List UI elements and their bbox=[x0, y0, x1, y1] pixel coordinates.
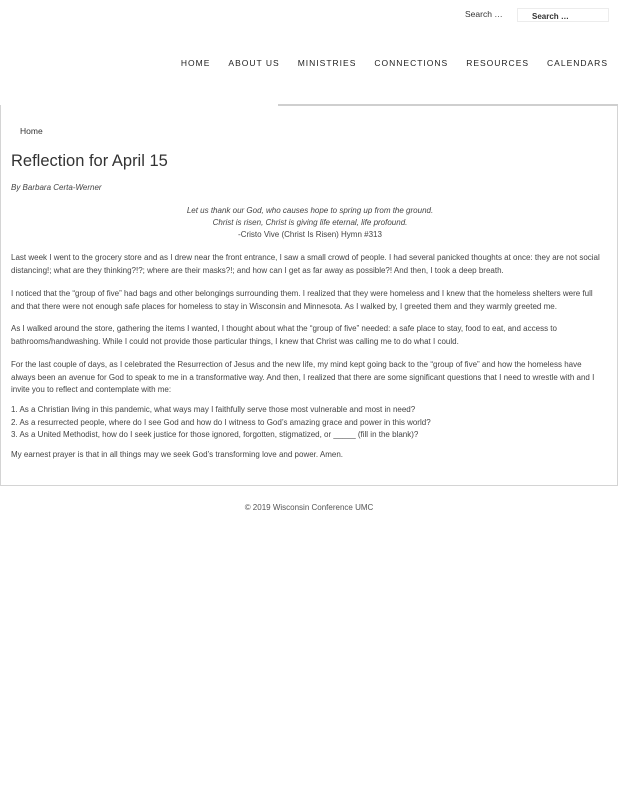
top-divider bbox=[278, 104, 618, 106]
main-nav bbox=[181, 58, 608, 70]
page-title: Reflection for April 15 bbox=[11, 152, 168, 170]
list-item: 2. As a resurrected people, where do I see God and how do I witness to God’s amazing grace and power in this world? bbox=[11, 417, 431, 427]
paragraph: I noticed that the “group of five” had bags and other belongings surrounding them. I realized that they were homeless and I knew that the homeless shelters were full and that there were not enough safe places for homeless to stay in Wisconsin and Minnesota. As I walked by, I greeted them and they warmly greeted me. bbox=[11, 289, 593, 311]
quote-line: Let us thank our God, who causes hope to spring up from the ground. bbox=[186, 206, 434, 215]
byline: By Barbara Certa-Werner bbox=[11, 183, 102, 192]
hymn-quote bbox=[1, 205, 618, 242]
nav-item-connections[interactable]: CONNECTIONS bbox=[374, 58, 449, 68]
quote-line: Christ is risen, Christ is giving life eternal, life profound. bbox=[212, 218, 408, 228]
question-list bbox=[11, 404, 607, 442]
search-input[interactable] bbox=[517, 8, 609, 22]
breadcrumb-home[interactable]: Home bbox=[20, 126, 43, 136]
search-label: Search … bbox=[465, 9, 503, 19]
nav-item-home[interactable]: HOME bbox=[180, 58, 211, 68]
article-container bbox=[0, 105, 618, 486]
paragraph: Last week I went to the grocery store and as I drew near the front entrance, I saw a small crowd of people. I had several panicked thoughts at once: they are not social distancing!; what are they thinking?!?; where are their masks?!; and how can I get as far away as possible?! And then, I took a deep breath. bbox=[11, 253, 600, 275]
quote-attribution: -Cristo Vive (Christ Is Risen) Hymn #313 bbox=[238, 230, 382, 240]
list-item: 3. As a United Methodist, how do I seek justice for those ignored, forgotten, stigmatized, or _____ (fill in the blank)? bbox=[11, 430, 419, 439]
header-search bbox=[465, 8, 610, 22]
nav-item-calendars[interactable]: CALENDARS bbox=[547, 58, 608, 68]
nav-item-about-us[interactable]: ABOUT US bbox=[228, 58, 280, 68]
nav-item-resources[interactable]: RESOURCES bbox=[466, 58, 530, 68]
footer-copyright: © 2019 Wisconsin Conference UMC bbox=[244, 503, 374, 512]
list-item: 1. As a Christian living in this pandemic, what ways may I faithfully serve those most vulnerable and most in need? bbox=[11, 405, 416, 414]
paragraph: As I walked around the store, gathering the items I wanted, I thought about what the “group of five” needed: a safe place to stay, food to eat, and access to bathrooms/handwashing. While I could not provide those particular things, I knew that Christ was calling me to do what I could. bbox=[11, 324, 557, 346]
nav-item-ministries[interactable]: MINISTRIES bbox=[297, 58, 357, 68]
paragraph: For the last couple of days, as I celebrated the Resurrection of Jesus and the new life, my mind kept going back to the “group of five” and how the homeless have always been an avenue for God to speak to me in a transformative way. And then, I realized that there are some significant questions that I need to wrestle with and I invite you to reflect and contemplate with me: bbox=[11, 360, 595, 394]
closing-paragraph: My earnest prayer is that in all things may we seek God’s transforming love and power. Amen. bbox=[11, 450, 344, 459]
